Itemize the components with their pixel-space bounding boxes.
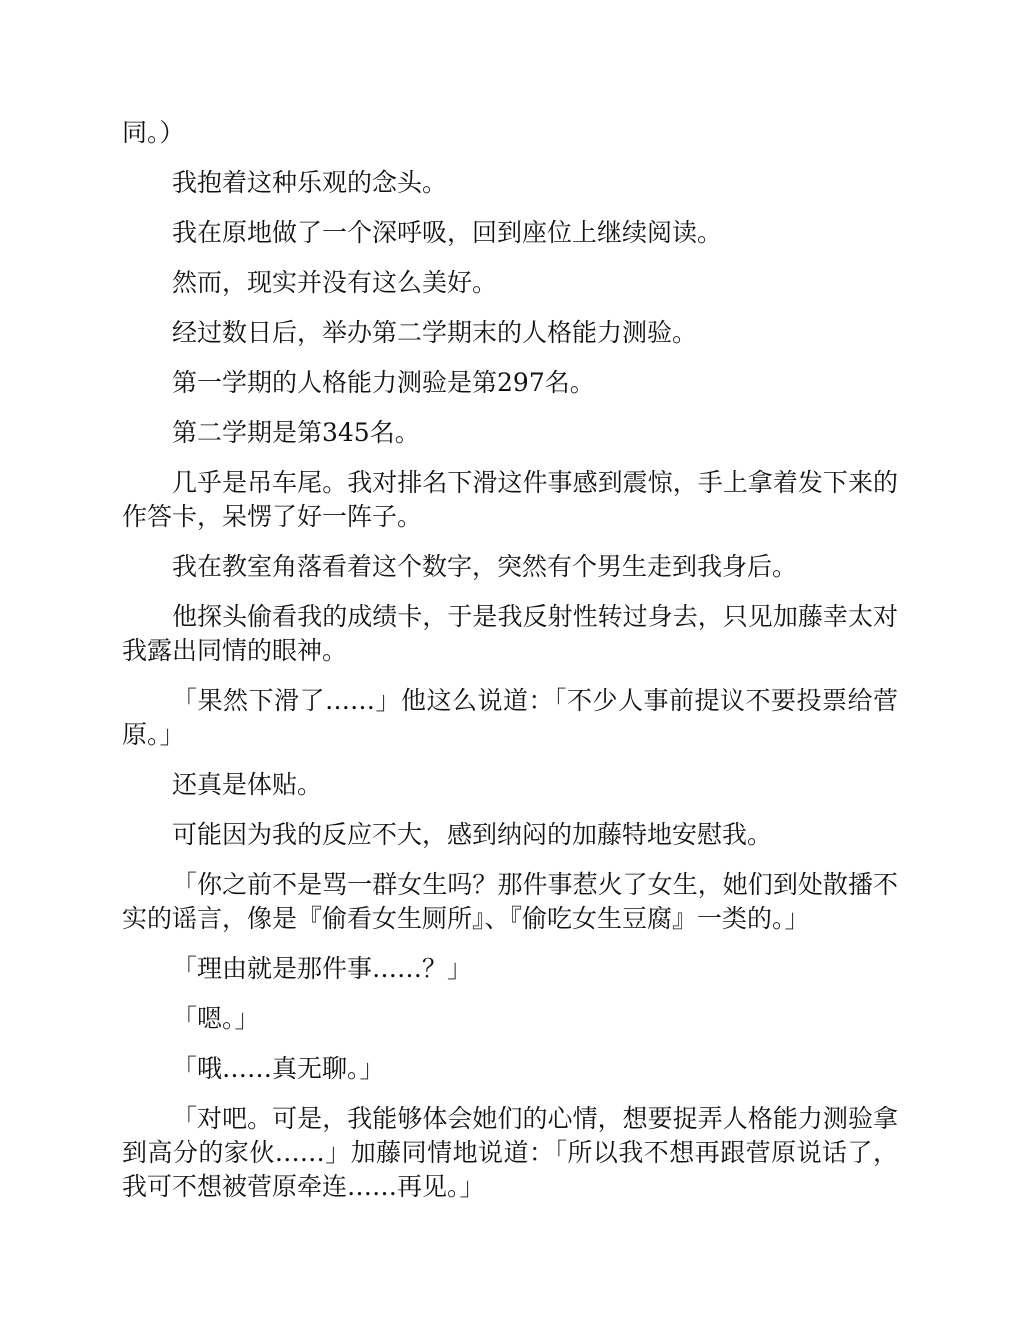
paragraph: 几乎是吊车尾。我对排名下滑这件事感到震惊，手上拿着发下来的作答卡，呆愣了好一阵子。 [122, 468, 898, 531]
paragraph: 「你之前不是骂一群女生吗？那件事惹火了女生，她们到处散播不实的谣言，像是『偷看女生厕所』、『偷吃女生豆腐』一类的。」 [122, 870, 898, 933]
paragraph: 「哦……真无聊。」 [172, 1054, 385, 1083]
paragraph: 还真是体贴。 [172, 770, 323, 799]
paragraph: 我在原地做了一个深呼吸，回到座位上继续阅读。 [172, 218, 723, 247]
paragraph-continuation: 同。） [122, 118, 185, 147]
paragraph: 「嗯。」 [172, 1004, 260, 1033]
paragraph: 第一学期的人格能力测验是第297名。 [172, 368, 595, 397]
paragraph: 可能因为我的反应不大，感到纳闷的加藤特地安慰我。 [172, 820, 773, 849]
paragraph: 经过数日后，举办第二学期末的人格能力测验。 [172, 318, 698, 347]
paragraph: 第二学期是第345名。 [172, 418, 420, 447]
text-body [122, 116, 898, 1220]
paragraph: 我抱着这种乐观的念头。 [172, 168, 448, 197]
paragraph: 他探头偷看我的成绩卡，于是我反射性转过身去，只见加藤幸太对我露出同情的眼神。 [122, 602, 898, 665]
paragraph: 「理由就是那件事……？」 [172, 954, 473, 983]
paragraph: 「对吧。可是，我能够体会她们的心情，想要捉弄人格能力测验拿到高分的家伙……」加藤同情地说道：「所以我不想再跟菅原说话了，我可不想被菅原牵连……再见。」 [122, 1104, 898, 1201]
paragraph: 「果然下滑了……」他这么说道：「不少人事前提议不要投票给菅原。」 [122, 686, 898, 749]
paragraph: 然而，现实并没有这么美好。 [172, 268, 498, 297]
paragraph: 我在教室角落看着这个数字，突然有个男生走到我身后。 [172, 552, 798, 581]
